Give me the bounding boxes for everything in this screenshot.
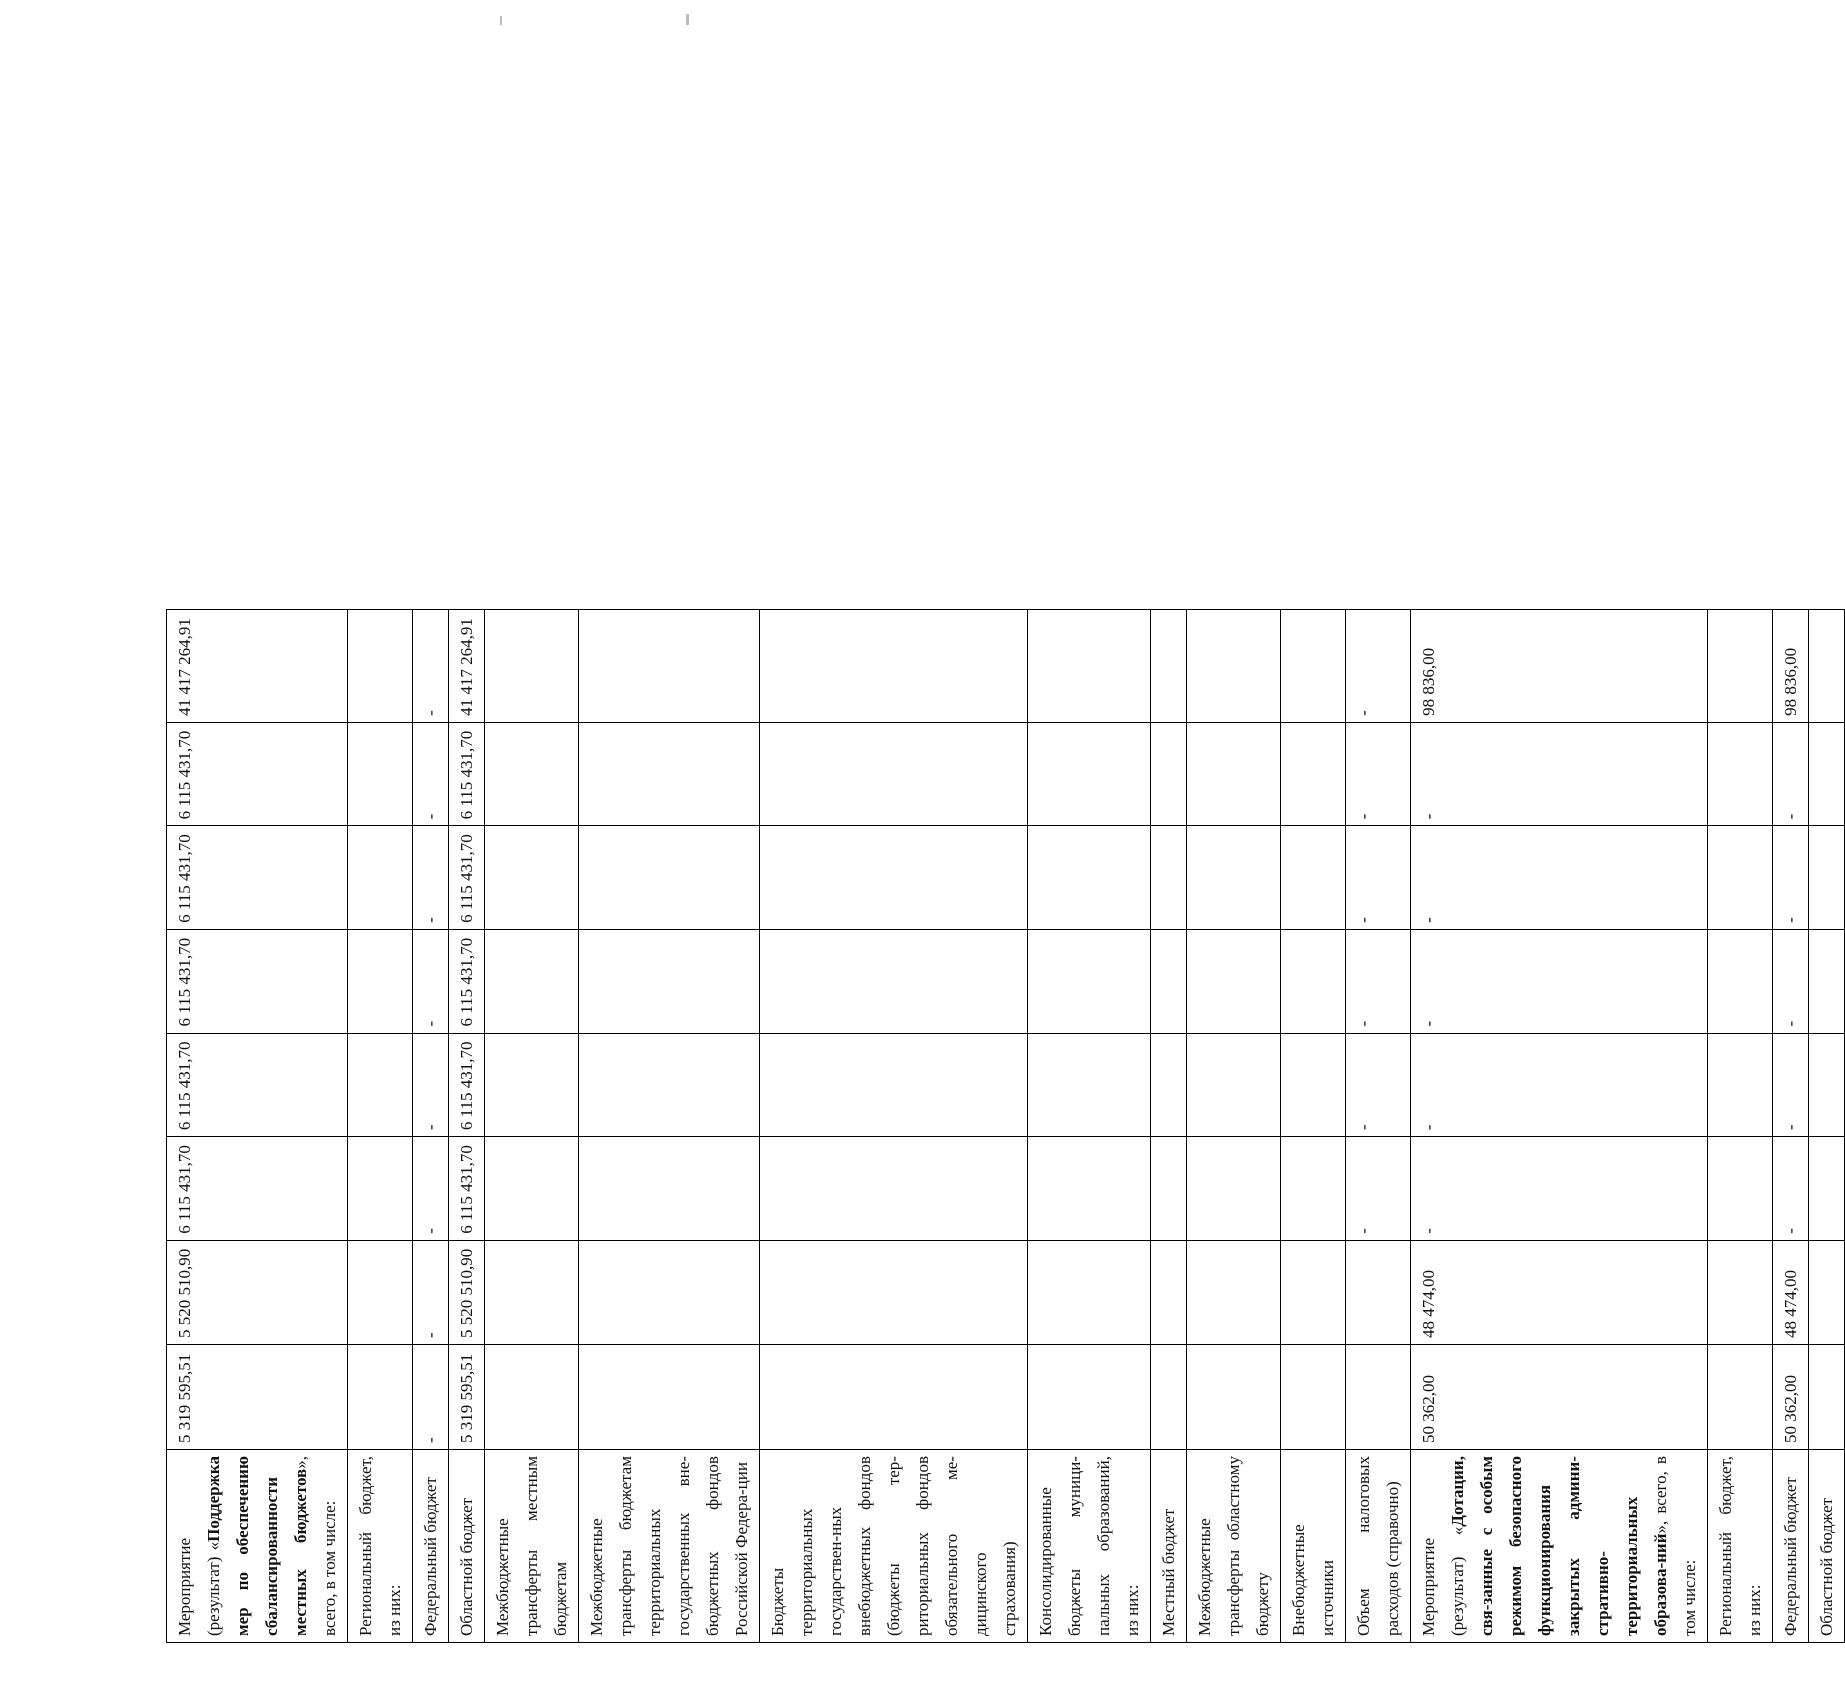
value-cell <box>760 1137 1028 1241</box>
value-cell <box>1809 1344 1845 1449</box>
value-cell <box>1346 1344 1411 1449</box>
row-label-part: Областной бюджет <box>457 1497 476 1636</box>
row-label-part: Местный бюджет <box>1159 1508 1178 1636</box>
row-label <box>1028 1450 1151 1643</box>
value-cell: 6 115 431,70 <box>167 929 348 1033</box>
value-cell <box>760 929 1028 1033</box>
row-label <box>579 1450 760 1643</box>
value-cell: 48 474,00 <box>1411 1240 1708 1344</box>
value-cell <box>1281 610 1346 723</box>
table-row <box>413 610 449 1643</box>
row-label-part: Областной бюджет <box>1817 1497 1836 1636</box>
value-cell <box>1809 1033 1845 1137</box>
value-cell: - <box>1346 610 1411 723</box>
table-row <box>1346 610 1411 1643</box>
value-cell <box>485 722 579 825</box>
value-cell: - <box>1411 1033 1708 1137</box>
value-cell: 5 520 510,90 <box>167 1240 348 1344</box>
table-row <box>1187 610 1281 1643</box>
value-cell: 5 319 595,51 <box>449 1344 485 1449</box>
value-cell: - <box>1411 1137 1708 1241</box>
value-cell: - <box>1411 929 1708 1033</box>
value-cell <box>1281 1344 1346 1449</box>
row-label-part: Межбюджетные трансферты бюджетам территориальных государственных вне-бюджетных фондов Российской Федера-ции <box>587 1456 751 1636</box>
row-label-part: Региональный бюджет, из них: <box>1716 1456 1764 1636</box>
value-cell: 5 319 595,51 <box>167 1344 348 1449</box>
value-cell: - <box>1773 826 1809 929</box>
value-cell <box>348 610 413 723</box>
value-cell <box>1809 826 1845 929</box>
value-cell <box>1028 722 1151 825</box>
row-label-part: », всего, в том числе: <box>1651 1456 1699 1636</box>
value-cell <box>1708 1137 1773 1241</box>
value-cell <box>1028 1344 1151 1449</box>
value-cell <box>1708 1344 1773 1449</box>
value-cell <box>1187 826 1281 929</box>
value-cell <box>1151 1240 1187 1344</box>
value-cell <box>1281 929 1346 1033</box>
value-cell <box>1281 826 1346 929</box>
budget-table <box>166 609 1845 1643</box>
value-cell <box>485 1137 579 1241</box>
row-label <box>413 1450 449 1643</box>
table-row <box>1411 610 1708 1643</box>
table-row <box>348 610 413 1643</box>
row-label-part: Межбюджетные трансферты областному бюджету <box>1195 1456 1272 1636</box>
value-cell: - <box>413 610 449 723</box>
value-cell: - <box>1773 1137 1809 1241</box>
table-row <box>449 610 485 1643</box>
value-cell <box>1281 1137 1346 1241</box>
value-cell <box>348 1033 413 1137</box>
row-label <box>760 1450 1028 1643</box>
value-cell: - <box>413 722 449 825</box>
table-row <box>1773 610 1809 1643</box>
value-cell <box>1028 1033 1151 1137</box>
value-cell <box>1187 929 1281 1033</box>
value-cell <box>348 1344 413 1449</box>
row-label <box>1708 1450 1773 1643</box>
value-cell: 6 115 431,70 <box>167 722 348 825</box>
value-cell: 6 115 431,70 <box>449 722 485 825</box>
value-cell <box>760 610 1028 723</box>
row-label <box>348 1450 413 1643</box>
value-cell <box>579 826 760 929</box>
row-label <box>1151 1450 1187 1643</box>
row-label-part: Федеральный бюджет <box>1781 1477 1800 1636</box>
value-cell: - <box>1346 929 1411 1033</box>
value-cell <box>1151 929 1187 1033</box>
value-cell <box>1028 826 1151 929</box>
scan-speck <box>500 16 502 25</box>
row-label-part: Консолидированные бюджеты муници-пальных образований, из них: <box>1036 1456 1142 1636</box>
row-label <box>485 1450 579 1643</box>
value-cell <box>579 1240 760 1344</box>
value-cell <box>1028 610 1151 723</box>
value-cell: - <box>1346 722 1411 825</box>
value-cell: - <box>1346 826 1411 929</box>
row-label <box>1346 1450 1411 1643</box>
value-cell: 41 417 264,91 <box>449 610 485 723</box>
value-cell <box>485 1240 579 1344</box>
value-cell: - <box>413 1033 449 1137</box>
value-cell <box>1028 929 1151 1033</box>
value-cell <box>1187 1240 1281 1344</box>
row-label-part: Объем налоговых расходов (справочно) <box>1354 1456 1402 1636</box>
value-cell <box>1708 610 1773 723</box>
scan-speck <box>686 14 689 25</box>
value-cell: 6 115 431,70 <box>449 929 485 1033</box>
value-cell: 6 115 431,70 <box>167 1137 348 1241</box>
value-cell <box>485 610 579 723</box>
value-cell <box>348 929 413 1033</box>
value-cell <box>760 722 1028 825</box>
value-cell <box>1708 826 1773 929</box>
value-cell: - <box>413 826 449 929</box>
value-cell <box>579 1033 760 1137</box>
value-cell <box>1809 929 1845 1033</box>
value-cell: 50 362,00 <box>1411 1344 1708 1449</box>
value-cell: 5 520 510,90 <box>449 1240 485 1344</box>
value-cell <box>1187 1137 1281 1241</box>
table-row <box>1028 610 1151 1643</box>
value-cell <box>1028 1137 1151 1241</box>
value-cell <box>348 1137 413 1241</box>
row-label-part: Внебюджетные источники <box>1289 1524 1337 1636</box>
value-cell <box>760 1033 1028 1137</box>
value-cell <box>348 826 413 929</box>
value-cell <box>1281 1033 1346 1137</box>
table-row <box>167 610 348 1643</box>
value-cell <box>1281 722 1346 825</box>
value-cell: - <box>413 1344 449 1449</box>
value-cell <box>1809 610 1845 723</box>
value-cell <box>1809 1240 1845 1344</box>
row-label <box>167 1450 348 1643</box>
value-cell: - <box>1346 1033 1411 1137</box>
value-cell <box>579 929 760 1033</box>
row-label <box>449 1450 485 1643</box>
value-cell: - <box>413 929 449 1033</box>
value-cell <box>579 1137 760 1241</box>
value-cell <box>1028 1240 1151 1344</box>
row-label <box>1281 1450 1346 1643</box>
value-cell <box>348 1240 413 1344</box>
value-cell: - <box>1411 722 1708 825</box>
value-cell: 98 836,00 <box>1773 610 1809 723</box>
rotated-page-content <box>166 609 1845 1643</box>
table-row <box>1281 610 1346 1643</box>
value-cell <box>1346 1240 1411 1344</box>
value-cell <box>579 1344 760 1449</box>
value-cell: - <box>413 1137 449 1241</box>
value-cell <box>1151 826 1187 929</box>
table-row <box>760 610 1028 1643</box>
value-cell <box>1151 1033 1187 1137</box>
row-label <box>1411 1450 1708 1643</box>
value-cell <box>1809 1137 1845 1241</box>
value-cell <box>1708 929 1773 1033</box>
row-label-part: », всего, в том числе: <box>291 1456 339 1636</box>
value-cell <box>760 826 1028 929</box>
value-cell: 6 115 431,70 <box>167 826 348 929</box>
value-cell <box>1187 1033 1281 1137</box>
row-label-bold-part: Поддержка мер по обеспечению сбалансированности местных бюджетов <box>204 1456 310 1636</box>
value-cell: - <box>413 1240 449 1344</box>
value-cell <box>579 610 760 723</box>
table-row <box>1708 610 1773 1643</box>
value-cell <box>485 1344 579 1449</box>
value-cell <box>485 929 579 1033</box>
value-cell <box>1187 1344 1281 1449</box>
value-cell: 6 115 431,70 <box>449 1033 485 1137</box>
value-cell <box>760 1240 1028 1344</box>
value-cell <box>1708 1240 1773 1344</box>
value-cell: - <box>1411 826 1708 929</box>
value-cell: 6 115 431,70 <box>167 1033 348 1137</box>
value-cell <box>1708 1033 1773 1137</box>
row-label <box>1773 1450 1809 1643</box>
value-cell: 98 836,00 <box>1411 610 1708 723</box>
table-row <box>579 610 760 1643</box>
row-label-part: Мероприятие (результат) « <box>175 1537 223 1636</box>
row-label-part: Федеральный бюджет <box>421 1477 440 1636</box>
value-cell <box>1809 722 1845 825</box>
row-label-bold-part: Дотации, свя-занные с особым режимом безопасного функционирования закрытых админи-стративно-территориальных образова-ний <box>1448 1456 1670 1636</box>
row-label-part: Мероприятие (результат) « <box>1419 1526 1467 1636</box>
value-cell: 6 115 431,70 <box>449 826 485 929</box>
value-cell <box>1151 1137 1187 1241</box>
value-cell: 6 115 431,70 <box>449 1137 485 1241</box>
row-label <box>1187 1450 1281 1643</box>
value-cell <box>485 826 579 929</box>
row-label-part: Межбюджетные трансферты местным бюджетам <box>493 1456 570 1636</box>
value-cell <box>760 1344 1028 1449</box>
value-cell <box>1187 722 1281 825</box>
value-cell: - <box>1773 722 1809 825</box>
value-cell: 48 474,00 <box>1773 1240 1809 1344</box>
value-cell: 50 362,00 <box>1773 1344 1809 1449</box>
value-cell <box>1708 722 1773 825</box>
table-row <box>1151 610 1187 1643</box>
value-cell <box>1151 1344 1187 1449</box>
row-label-part: Бюджеты территориальных государствен-ных внебюджетных фондов (бюджеты тер-риториальных фондов обязательного ме-дицинского страхования) <box>768 1456 1019 1636</box>
value-cell: - <box>1773 1033 1809 1137</box>
row-label <box>1809 1450 1845 1643</box>
table-row <box>1809 610 1845 1643</box>
value-cell <box>1151 610 1187 723</box>
value-cell: 41 417 264,91 <box>167 610 348 723</box>
value-cell: - <box>1346 1137 1411 1241</box>
value-cell <box>1151 722 1187 825</box>
row-label-part: Региональный бюджет, из них: <box>356 1456 404 1636</box>
value-cell <box>348 722 413 825</box>
table-row <box>485 610 579 1643</box>
value-cell: - <box>1773 929 1809 1033</box>
value-cell <box>485 1033 579 1137</box>
value-cell <box>1187 610 1281 723</box>
value-cell <box>1281 1240 1346 1344</box>
value-cell <box>579 722 760 825</box>
